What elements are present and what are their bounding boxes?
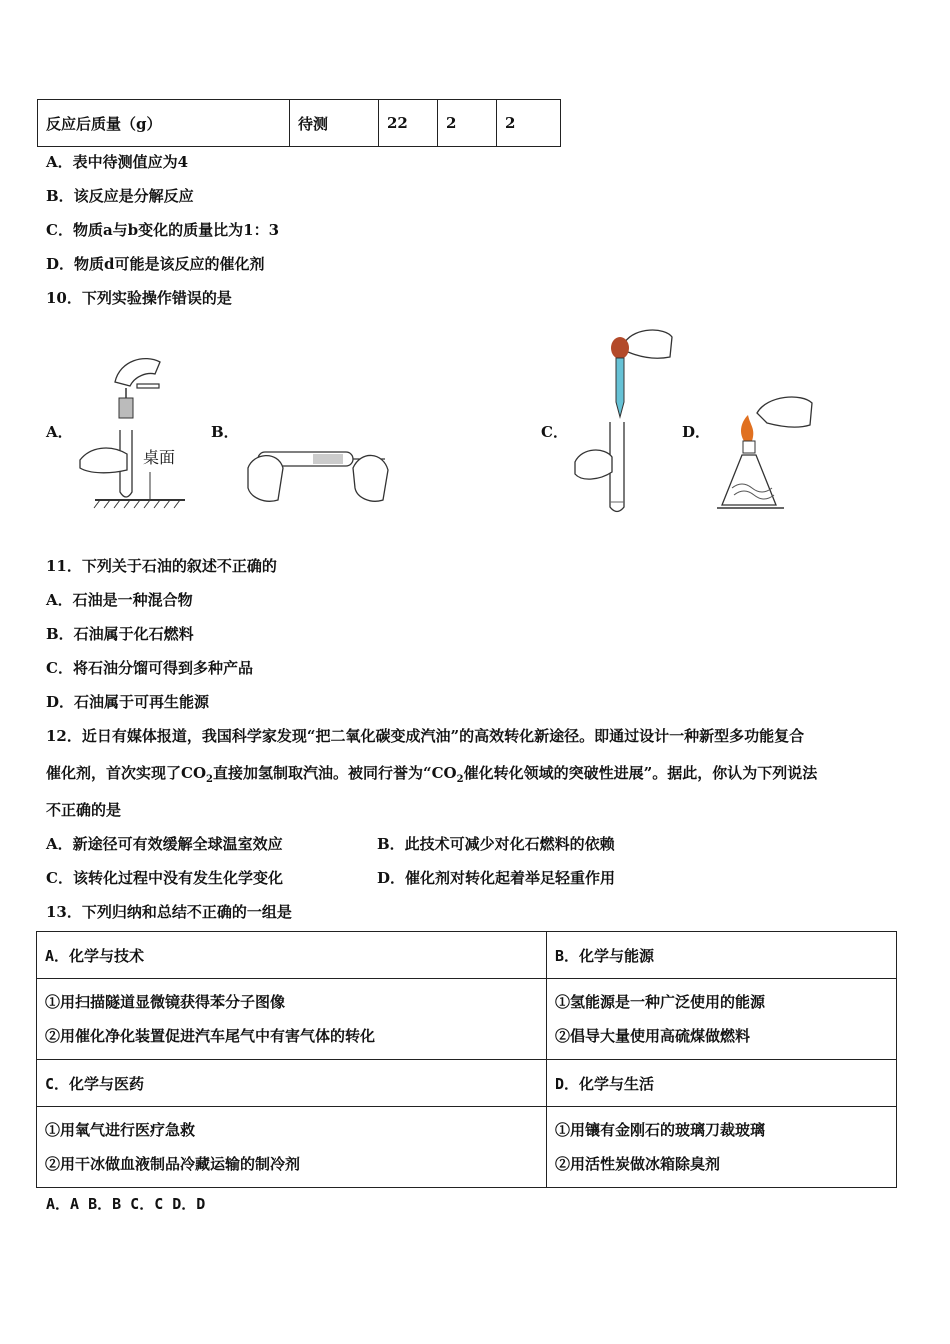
q12-option-d: D．催化剂对转化起着举足轻重作用 — [377, 869, 616, 887]
cell-a-head: A．化学与技术 — [37, 932, 547, 979]
reaction-mass-table — [37, 99, 561, 147]
q10-label-a: A． — [46, 423, 73, 441]
list-item: ②用干冰做血液制品冷藏运输的制冷剂 — [45, 1155, 301, 1173]
q11-option-a: A．石油是一种混合物 — [46, 591, 193, 609]
q10-label-b: B． — [211, 423, 239, 441]
table-row — [38, 100, 561, 147]
q11-option-d: D．石油属于可再生能源 — [46, 693, 210, 711]
list-item: ②倡导大量使用高硫煤做燃料 — [555, 1027, 751, 1045]
list-item: ①用扫描隧道显微镜获得苯分子图像 — [45, 993, 286, 1011]
list-item: ①用氧气进行医疗急救 — [45, 1121, 196, 1139]
q9-option-b: B．该反应是分解反应 — [46, 187, 194, 205]
q12-option-a: A．新途径可有效缓解全球温室效应 — [46, 835, 283, 853]
q12-option-b: B．此技术可减少对化石燃料的依赖 — [377, 835, 615, 853]
q11-option-b: B．石油属于化石燃料 — [46, 625, 194, 643]
q9-option-c: C．物质a与b变化的质量比为1：3 — [46, 221, 280, 239]
list-item: ①氢能源是一种广泛使用的能源 — [555, 993, 766, 1011]
table-row — [37, 1107, 897, 1188]
figure-c-dropper-tube — [570, 322, 680, 517]
table-cell: 反应后质量（g） — [38, 100, 290, 147]
table-cell: 22 — [379, 100, 438, 147]
summary-table — [36, 931, 897, 1188]
table-row — [37, 932, 897, 979]
q11-stem: 11．下列关于石油的叙述不正确的 — [46, 557, 277, 575]
q9-option-a: A．表中待测值应为4 — [46, 153, 189, 171]
cell-d-head: D．化学与生活 — [547, 1060, 897, 1107]
cell-b-head: B．化学与能源 — [547, 932, 897, 979]
table-row — [37, 979, 897, 1060]
table-cell: 2 — [497, 100, 561, 147]
q12-stem-line1: 12．近日有媒体报道，我国科学家发现“把二氧化碳变成汽油”的高效转化新途径。即通过设计一种新型多功能复合 — [46, 727, 805, 745]
cell-d-items — [547, 1107, 897, 1188]
q10-stem: 10．下列实验操作错误的是 — [46, 289, 232, 307]
cell-b-items — [547, 979, 897, 1060]
cell-c-items — [37, 1107, 547, 1188]
dropper-bulb — [611, 337, 629, 359]
list-item: ②用活性炭做冰箱除臭剂 — [555, 1155, 721, 1173]
figure-b-test-tube-hands — [243, 438, 393, 513]
cell-a-items — [37, 979, 547, 1060]
q10-label-d: D． — [682, 423, 711, 441]
flame-icon — [741, 415, 753, 441]
table-cell: 2 — [438, 100, 497, 147]
q11-option-c: C．将石油分馏可得到多种产品 — [46, 659, 253, 677]
q13-answer-options: A．A B．B C．C D．D — [46, 1195, 206, 1213]
desk-label: 桌面 — [143, 448, 176, 467]
cell-c-head: C．化学与医药 — [37, 1060, 547, 1107]
q12-stem-line3: 不正确的是 — [46, 801, 122, 819]
q12-stem-line2: 催化剂，首次实现了$CO_2$直接加氢制取汽油。被同行誉为“$CO_2$催化转化领域的突破性进展”。据此，你认为下列说法 — [46, 764, 818, 785]
figure-a-stopper-tube — [75, 352, 195, 512]
q12-option-c: C．该转化过程中没有发生化学变化 — [46, 869, 283, 887]
q9-option-d: D．物质d可能是该反应的催化剂 — [46, 255, 265, 273]
q10-label-c: C． — [541, 423, 568, 441]
dropper-liquid — [616, 358, 624, 417]
list-item: ②用催化净化装置促进汽车尾气中有害气体的转化 — [45, 1027, 376, 1045]
table-cell: 待测 — [290, 100, 379, 147]
table-row — [37, 1060, 897, 1107]
list-item: ①用镶有金刚石的玻璃刀裁玻璃 — [555, 1121, 766, 1139]
q13-stem: 13．下列归纳和总结不正确的一组是 — [46, 903, 292, 921]
figure-d-alcohol-lamp — [712, 393, 822, 518]
